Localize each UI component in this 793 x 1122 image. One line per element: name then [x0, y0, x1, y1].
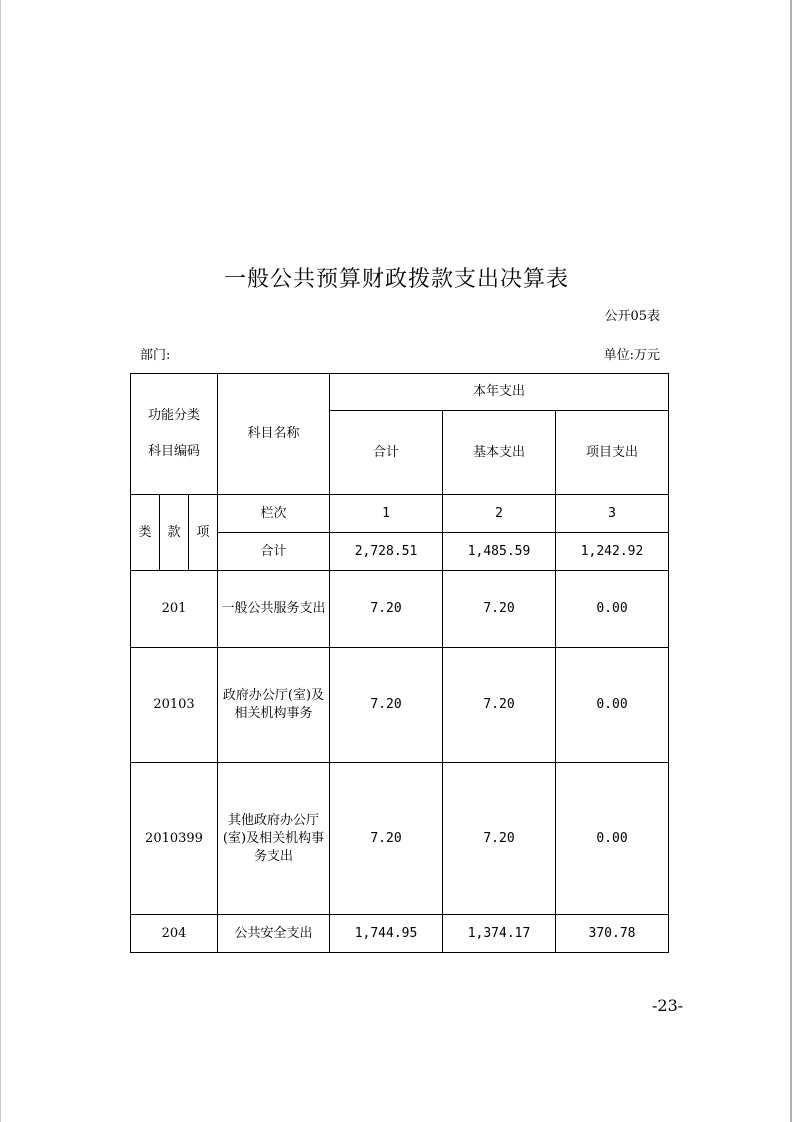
row-total: 7.20: [330, 648, 443, 763]
basic-expense-header: 基本支出: [443, 411, 556, 495]
department-label: 部门:: [140, 348, 171, 363]
func-class-header: [131, 374, 218, 495]
page-number: -23-: [652, 996, 684, 1015]
row-basic: 7.20: [443, 763, 556, 915]
row-basic: 1,374.17: [443, 915, 556, 953]
summary-basic: 1,485.59: [443, 533, 556, 571]
table-row: [131, 915, 669, 953]
col-1-index: 1: [330, 495, 443, 533]
kuan-header: 款: [160, 495, 189, 571]
row-project: 0.00: [556, 763, 669, 915]
form-code: 公开05表: [604, 309, 660, 324]
row-name: 一般公共服务支出: [218, 571, 330, 648]
page-title: 一般公共预算财政拨款支出决算表: [223, 267, 569, 292]
row-basic: 7.20: [443, 648, 556, 763]
summary-project: 1,242.92: [556, 533, 669, 571]
header-row-1: [131, 374, 669, 411]
row-code: 20103: [131, 648, 218, 763]
project-expense-header: 项目支出: [556, 411, 669, 495]
row-project: 370.78: [556, 915, 669, 953]
column-order-row: [131, 495, 669, 533]
summary-total: 2,728.51: [330, 533, 443, 571]
row-name: 公共安全支出: [218, 915, 330, 953]
row-total: 7.20: [330, 763, 443, 915]
table-row: [131, 763, 669, 915]
col-2-index: 2: [443, 495, 556, 533]
page-left-edge: [0, 0, 1, 1122]
column-order-label: 栏次: [218, 495, 330, 533]
expenditure-table: [130, 373, 669, 953]
page-right-edge: [790, 0, 792, 1122]
row-name: 政府办公厅(室)及相关机构事务: [218, 648, 330, 763]
row-code: 2010399: [131, 763, 218, 915]
total-header: 合计: [330, 411, 443, 495]
row-total: 7.20: [330, 571, 443, 648]
row-code: 201: [131, 571, 218, 648]
subject-name-header: 科目名称: [218, 374, 330, 495]
unit-label: 单位:万元: [603, 348, 660, 363]
func-class-line2: 科目编码: [147, 444, 200, 459]
row-project: 0.00: [556, 648, 669, 763]
func-class-line1: 功能分类: [147, 408, 200, 423]
row-basic: 7.20: [443, 571, 556, 648]
row-code: 204: [131, 915, 218, 953]
table-row: [131, 648, 669, 763]
current-year-expense-header: 本年支出: [330, 374, 669, 411]
lei-header: 类: [131, 495, 160, 571]
row-total: 1,744.95: [330, 915, 443, 953]
summary-label: 合计: [218, 533, 330, 571]
row-name: 其他政府办公厅(室)及相关机构事务支出: [218, 763, 330, 915]
table-row: [131, 571, 669, 648]
col-3-index: 3: [556, 495, 669, 533]
row-project: 0.00: [556, 571, 669, 648]
xiang-header: 项: [189, 495, 218, 571]
